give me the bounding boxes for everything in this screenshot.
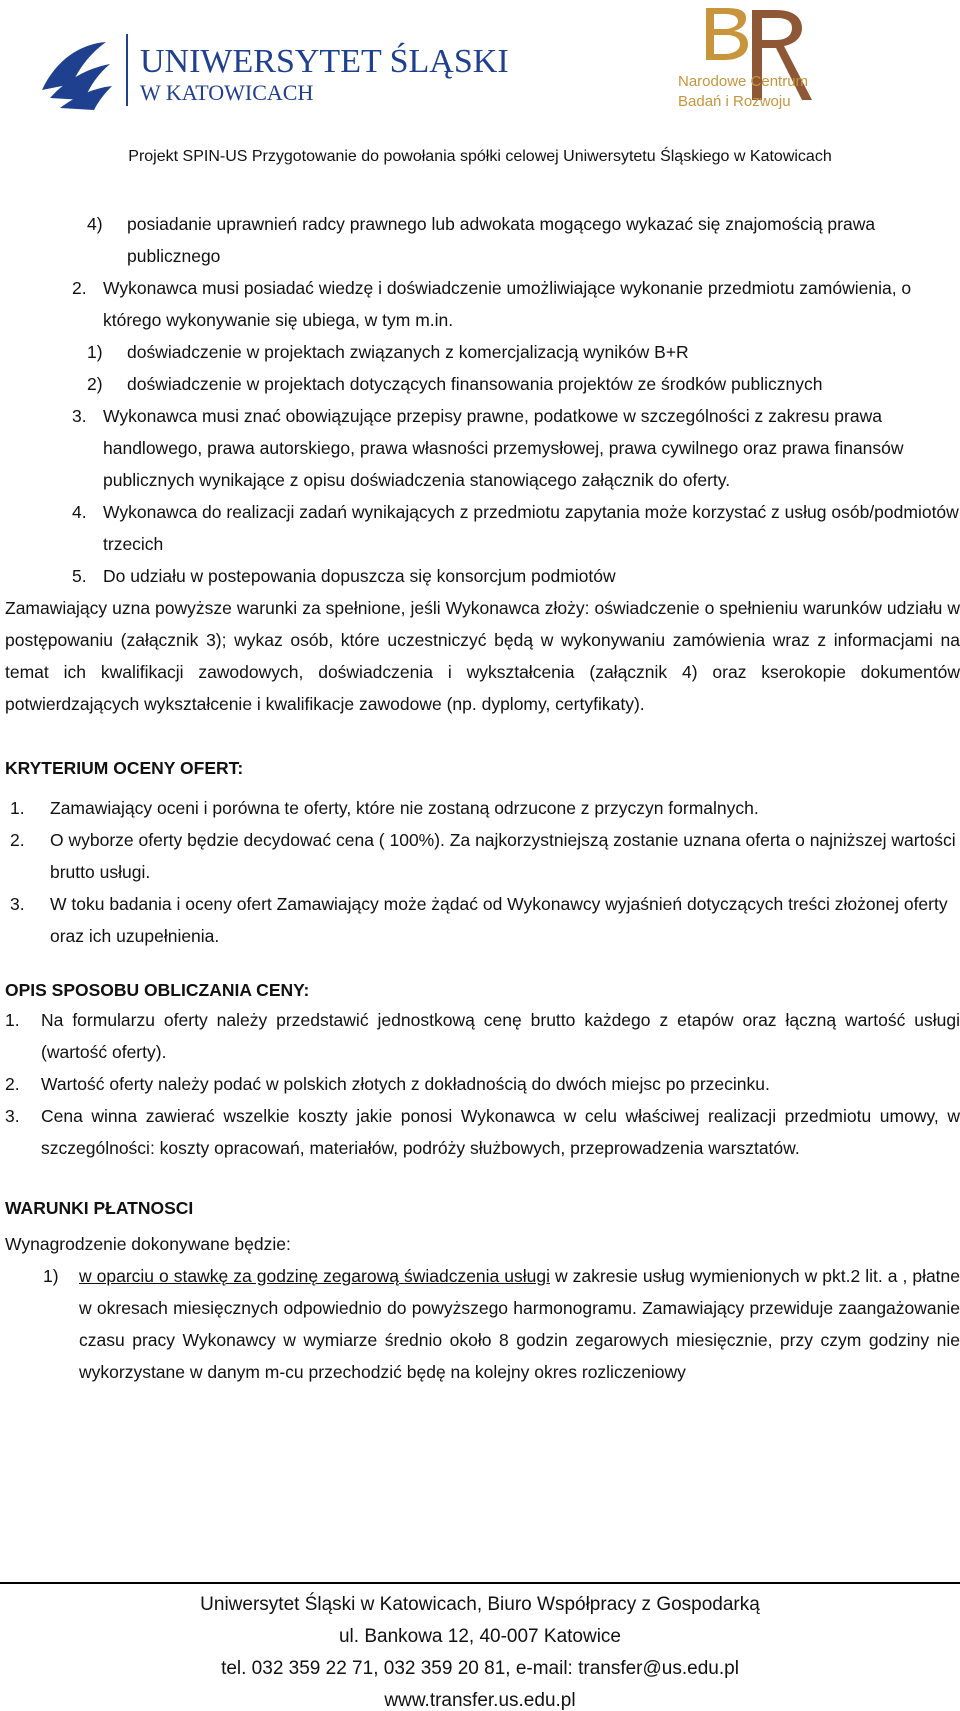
list-number: 3. xyxy=(10,894,25,914)
list-item xyxy=(5,824,960,888)
list-number: 2. xyxy=(72,278,87,298)
list-number: 1. xyxy=(5,1010,20,1030)
list-text: Zamawiający oceni i porówna te oferty, które nie zostaną odrzucone z przyczyn formalnych. xyxy=(50,798,759,818)
list-item xyxy=(5,208,960,272)
university-logo-sub: W KATOWICACH xyxy=(140,80,314,105)
list-number: 1. xyxy=(10,798,25,818)
list-item xyxy=(5,496,960,560)
list-item xyxy=(5,272,960,336)
page-header xyxy=(0,0,960,180)
list-item xyxy=(5,1260,960,1388)
list-number: 4) xyxy=(87,214,103,234)
list-text: Wykonawca musi posiadać wiedzę i doświadczenie umożliwiające wykonanie przedmiotu zamówienia, o którego wykonywanie się ubiega, w tym m.in. xyxy=(103,278,912,330)
footer-line-4: www.transfer.us.edu.pl xyxy=(384,1690,576,1711)
list-number: 2) xyxy=(87,374,103,394)
list-number: 5. xyxy=(72,566,87,586)
list-number: 1) xyxy=(87,342,103,362)
list-text: Na formularzu oferty należy przedstawić jednostkową cenę brutto każdego z etapów oraz łączną wartość usługi (wartość oferty). xyxy=(41,1010,960,1062)
list-item xyxy=(5,1068,960,1100)
list-text: Cena winna zawierać wszelkie koszty jakie ponosi Wykonawca w celu właściwej realizacji przedmiotu umowy, w szczególności: koszty opracowań, materiałów, podróży służbowych, przeprowadzenia warsztatów. xyxy=(41,1106,960,1158)
list-item xyxy=(5,560,960,592)
conditions-paragraph: Zamawiający uzna powyższe warunki za spełnione, jeśli Wykonawca złoży: oświadczenie o spełnieniu warunków udziału w postępowaniu (załącznik 3); wykaz osób, które uczestniczyć będą w wykonywaniu zamówienia wraz z informacjami na temat ich kwalifikacji zawodowych, doświadczenia i wykształcenia (załącznik 4) oraz kserokopie dokumentów potwierdzających wykształcenie i kwalifikacje zawodowe (np. dyplomy, certyfikaty). xyxy=(5,598,960,714)
ncbr-logo-line1: Narodowe Centrum xyxy=(678,73,809,90)
list-number: 3. xyxy=(5,1106,20,1126)
list-number: 3. xyxy=(72,406,87,426)
list-item xyxy=(5,792,960,824)
list-item xyxy=(5,1004,960,1068)
list-item xyxy=(5,368,960,400)
footer-line-1: Uniwersytet Śląski w Katowicach, Biuro Współpracy z Gospodarką xyxy=(200,1594,760,1615)
list-number: 1) xyxy=(43,1266,59,1286)
section-heading-kryterium: KRYTERIUM OCENY OFERT: xyxy=(5,758,244,778)
payment-intro: Wynagrodzenie dokonywane będzie: xyxy=(5,1234,291,1254)
list-text: doświadczenie w projektach związanych z komercjalizacją wyników B+R xyxy=(127,342,689,362)
list-item xyxy=(5,888,960,952)
list-text: W toku badania i oceny ofert Zamawiający może żądać od Wykonawcy wyjaśnień dotyczących treści złożonej oferty oraz ich uzupełnienia. xyxy=(50,894,948,946)
university-of-silesia-logo xyxy=(36,32,526,112)
list-text: Do udziału w postepowania dopuszcza się konsorcjum podmiotów xyxy=(103,566,616,586)
list-item xyxy=(5,1100,960,1164)
page-footer xyxy=(0,1589,960,1711)
footer-line-2: ul. Bankowa 12, 40-007 Katowice xyxy=(338,1626,621,1647)
list-text: Wykonawca musi znać obowiązujące przepisy prawne, podatkowe w szczególności z zakresu prawa handlowego, prawa autorskiego, prawa własności przemysłowej, prawa cywilnego oraz prawa finansów publicznych wynikające z opisu doświadczenia stanowiącego załącznik do oferty. xyxy=(103,406,904,490)
list-number: 4. xyxy=(72,502,87,522)
list-number: 2. xyxy=(10,830,25,850)
list-text: Wartość oferty należy podać w polskich złotych z dokładnością do dwóch miejsc po przecinku. xyxy=(41,1074,770,1094)
list-text: doświadczenie w projektach dotyczących finansowania projektów ze środków publicznych xyxy=(127,374,823,394)
footer-line-3: tel. 032 359 22 71, 032 359 20 81, e-mail: transfer@us.edu.pl xyxy=(221,1658,739,1679)
list-text: O wyborze oferty będzie decydować cena ( 100%). Za najkorzystniejszą zostanie uznana oferta o najniższej wartości brutto usługi. xyxy=(50,830,956,882)
payment-basis-underlined: w oparciu o stawkę za godzinę zegarową świadczenia usługi xyxy=(79,1266,551,1286)
section-heading-warunki: WARUNKI PŁATNOSCI xyxy=(5,1198,194,1218)
footer-divider xyxy=(0,1582,960,1584)
payment-basis-rest: w zakresie usług wymienionych w pkt.2 lit. a , płatne w okresach miesięcznych odpowiednio do powyższego harmonogramu. Zamawiający przewiduje zaangażowanie czasu pracy Wykonawcy w wymiarze średnio około 8 godzin zegarowych miesięcznie, przy czym godziny nie wykorzystane w danym m-cu przechodzić będę na kolejny okres rozliczeniowy xyxy=(79,1266,960,1382)
ncbr-logo-line2: Badań i Rozwoju xyxy=(678,93,791,110)
university-logo-name: UNIWERSYTET ŚLĄSKI xyxy=(140,43,509,80)
list-item xyxy=(5,336,960,368)
document-body xyxy=(5,208,960,1388)
section-heading-opis: OPIS SPOSOBU OBLICZANIA CENY: xyxy=(5,980,310,1000)
list-number: 2. xyxy=(5,1074,20,1094)
list-text: Wykonawca do realizacji zadań wynikających z przedmiotu zapytania może korzystać z usług osób/podmiotów trzecich xyxy=(103,502,959,554)
ncbr-logo xyxy=(676,0,876,125)
list-text: posiadanie uprawnień radcy prawnego lub adwokata mogącego wykazać się znajomością prawa publicznego xyxy=(127,214,876,266)
list-text xyxy=(79,1260,960,1388)
list-item xyxy=(5,400,960,496)
project-line: Projekt SPIN-US Przygotowanie do powołania spółki celowej Uniwersytetu Śląskiego w Katowicach xyxy=(128,148,832,165)
